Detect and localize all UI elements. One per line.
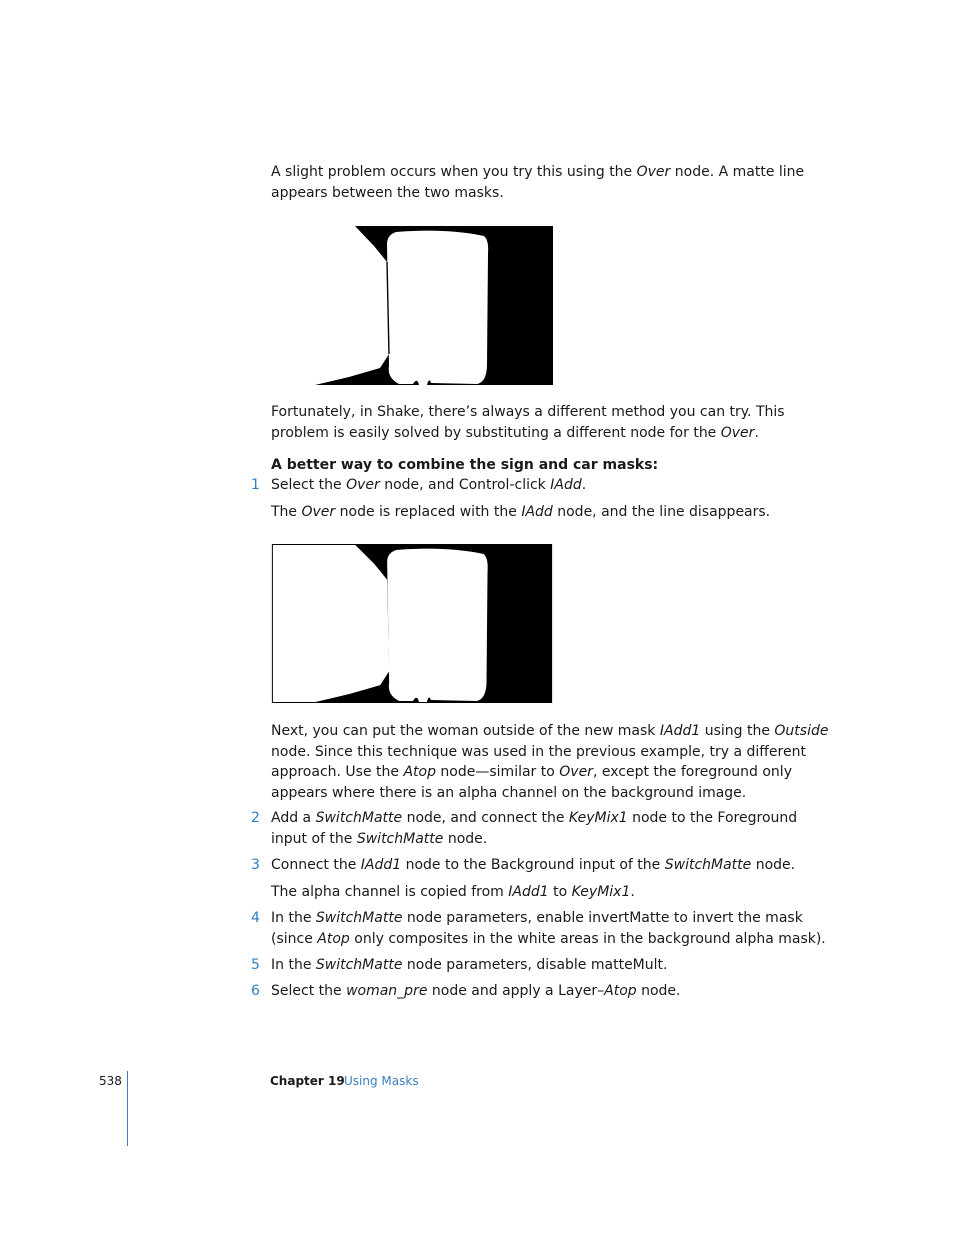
paragraph-fortunately: Fortunately, in Shake, there’s always a different method you can try. This problem is easily solved by substituting a different node for the Over.: [271, 404, 785, 441]
footer-divider: [127, 1071, 128, 1146]
chapter-label: Chapter 19: [270, 1074, 345, 1088]
paragraph-over-problem: A slight problem occurs when you try this using the Over node. A matte line appears between the two masks.: [271, 164, 805, 201]
step-3-result: The alpha channel is copied from IAdd1 to KeyMix1.: [271, 884, 635, 900]
step-4: In the SwitchMatte node parameters, enable invertMatte to invert the mask (since Atop only composites in the white areas in the background alpha mask).: [271, 910, 826, 947]
sign-mask-shape: [271, 226, 389, 385]
chapter-name: Using Masks: [344, 1074, 419, 1088]
matte-image-iadd: [271, 544, 553, 703]
step-number: 2: [251, 810, 260, 826]
car-mask-shape: [387, 549, 488, 702]
step-number: 1: [251, 477, 260, 493]
step-1-result: The Over node is replaced with the IAdd node, and the line disappears.: [271, 504, 771, 520]
step-6: Select the woman_pre node and apply a Layer–Atop node.: [271, 983, 681, 999]
step-2: Add a SwitchMatte node, and connect the KeyMix1 node to the Foreground input of the SwitchMatte node.: [271, 810, 798, 847]
step-number: 4: [251, 910, 260, 926]
car-mask-shape: [387, 231, 488, 385]
page-number: 538: [99, 1074, 122, 1088]
step-3: Connect the IAdd1 node to the Background input of the SwitchMatte node.: [271, 857, 796, 873]
step-number: 5: [251, 957, 260, 973]
step-number: 6: [251, 983, 260, 999]
step-5: In the SwitchMatte node parameters, disable matteMult.: [271, 957, 668, 973]
paragraph-next: Next, you can put the woman outside of the new mask IAdd1 using the Outside node. Since this technique was used in the previous example, try a different approach. Use the Atop node—similar to Over, except the foreground only appears where there is an alpha channel on the background image.: [271, 723, 829, 801]
task-heading: A better way to combine the sign and car masks:: [271, 457, 659, 473]
step-1: Select the Over node, and Control-click IAdd.: [271, 477, 587, 493]
step-number: 3: [251, 857, 260, 873]
sign-mask-shape: [273, 545, 389, 702]
matte-image-over: [271, 226, 553, 385]
